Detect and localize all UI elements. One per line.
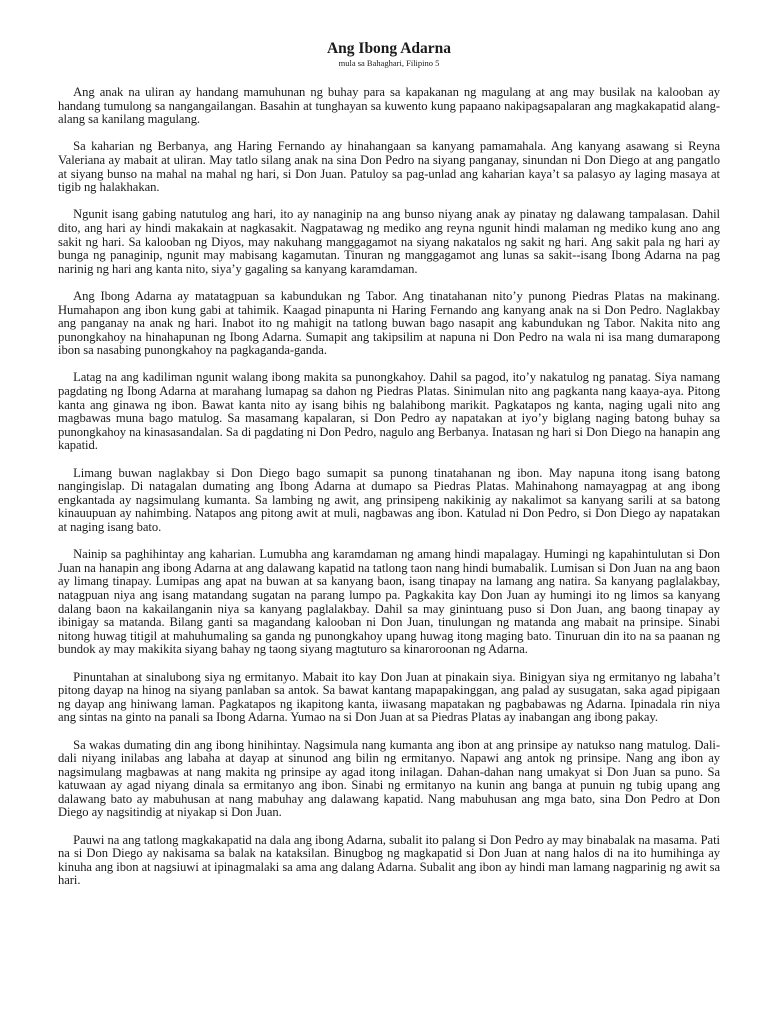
paragraph-7: Nainip sa paghihintay ang kaharian. Lumubha ang karamdaman ng amang hindi mapalagay. Humingi ng kapahintulutan si Don Juan na hanapin ang ibong Adarna at ang dalawang kapatid na tatlong taon nang hindi bumabalik. Lumisan si Don Juan na ang baon ay limang tinapay. Lumipas ang apat na buwan at sa kanyang baon, isang tinapay na lamang ang natira. Sa kanyang paglalakbay, natagpuan niya ang isang matandang sugatan na parang lumpo pa. Pagkakita kay Don Juan ay humingi ito ng limos sa kanyang dalang baon na kakailanganin niya sa kanyang paglalakbay. Dahil sa may ginintuang puso si Don Juan, ang baong tinapay ay ibinigay sa matanda. Bilang ganti sa magandang kalooban ni Don Juan, tinulungan ng matanda ang mabait na prinsipe. Sinabi nitong huwag titigil at mahuhumaling sa ganda ng punongkahoy upang huwag itong maging bato. Tinuruan din ito na sa paanan ng bundok ay may makikita siyang bahay ng taong siyang magtuturo sa kinaroroonan ng Adarna. bbox=[58, 547, 720, 657]
document-title: Ang Ibong Adarna bbox=[326, 40, 452, 57]
paragraph-5: Latag na ang kadiliman ngunit walang ibong makita sa punongkahoy. Dahil sa pagod, ito’y nakatulog ng panatag. Siya namang pagdating ng Ibong Adarna at marahang lumapag sa dahon ng Piedras Platas. Sinimulan nito ang pagkanta nang kaaya-aya. Pitong kanta ang ginawa ng ibon. Bawat kanta nito ay isang bihis ng balahibong marikit. Pagkatapos ng kanta, naging ugali nito ang magbawas muna bago matulog. Sa masamang kapalaran, si Don Pedro ay napatakan at iyo’y biglang naging batong buhay sa punongkahoy na kinasasandalan. Sa di pagdating ni Don Pedro, nagulo ang Berbanya. Inatasan ng hari si Don Diego na hanapin ang kapatid. bbox=[58, 370, 720, 453]
document-subtitle: mula sa Bahaghari, Filipino 5 bbox=[338, 58, 440, 68]
paragraph-1: Ang anak na uliran ay handang mamuhunan ng buhay para sa kapakanan ng magulang at ang may busilak na kalooban ay handang tumulong sa nangangailangan. Basahin at tunghayan sa kuwento kung papaano nakipagsapalaran ang magkakapatid alang-alang sa kanilang magulang. bbox=[58, 85, 720, 127]
paragraph-10: Pauwi na ang tatlong magkakapatid na dala ang ibong Adarna, subalit ito palang si Don Pedro ay may binabalak na masama. Pati na si Don Diego ay nakisama sa balak na kataksilan. Binugbog ng magkapatid si Don Juan at nang halos di na ito humihinga ay kinuha ang ibon at nagsiuwi at ipinagmalaki sa ama ang dalang Adarna. Subalit ang ibon ay hindi man lamang nagparinig ng awit sa hari. bbox=[58, 832, 720, 888]
paragraph-6: Limang buwan naglakbay si Don Diego bago sumapit sa punong tinatahanan ng ibon. May napuna itong isang batong nangingislap. Di natagalan dumating ang Ibong Adarna at dumapo sa Piedras Platas. Mahinahong namayagpag at ang ibong engkantada ay nagsimulang kumanta. Sa lambing ng awit, ang prinsipeng nakikinig ay nakalimot sa kanyang sarili at sa batong kinauupuan ay nahimbing. Natapos ang pitong awit at muli, nagbawas ang ibon. Katulad ni Don Pedro, si Don Diego ay napatakan at naging isang bato. bbox=[58, 465, 720, 534]
paragraph-9: Sa wakas dumating din ang ibong hinihintay. Nagsimula nang kumanta ang ibon at ang prinsipe ay natukso nang matulog. Dali-dali niyang inilabas ang labaha at dayap at sinunod ang bilin ng ermitanyo. Napawi ang antok ng prinsipe. Nang ang ibon ay nagsimulang magbawas at nang makita ng prinsipe ay agad itong inilagan. Dahan-dahan nang umakyat si Don Juan sa puno. Sa katuwaan ay agad niyang dinala sa ermitanyo ang ibon. Sinabi ng ermitanyo na kunin ang banga at punuin ng tubig upang ang dalawang bato ay mabuhusan at nang mabuhay ang dalawang kapatid. Nang mabuhusan ang mga bato, sina Don Pedro at Don Diego ay nagsitindig at niyakap si Don Juan. bbox=[58, 737, 720, 820]
paragraph-2: Sa kaharian ng Berbanya, ang Haring Fernando ay hinahangaan sa kanyang pamamahala. Ang kanyang asawang si Reyna Valeriana ay mabait at uliran. May tatlo silang anak na sina Don Pedro na siyang panganay, sinundan ni Don Diego at ang pangatlo at siyang bunso na mahal na mahal ng hari, si Don Juan. Patuloy sa pag-unlad ang kaharian kaya’t sa palasyo ay laging masaya at tigib ng halakhakan. bbox=[58, 139, 720, 195]
paragraph-4: Ang Ibong Adarna ay matatagpuan sa kabundukan ng Tabor. Ang tinatahanan nito’y punong Piedras Platas na makinang. Humahapon ang ibon kung gabi at tahimik. Kaagad pinapunta ni Haring Fernando ang kanyang anak na si Don Pedro. Naglakbay ang panganay na anak ng hari. Inabot ito ng mahigit na tatlong buwan bago nasapit ang kabundukan ng Tabor. Nakita nito ang punongkahoy na hinahapunan ng Ibong Adarna. Sumapit ang takipsilim at napuna ni Don Pedro na wala ni isa mang dumarapong ibon sa nasabing punongkahoy na pagkaganda-ganda. bbox=[58, 288, 720, 358]
document-page bbox=[58, 40, 720, 902]
paragraph-8: Pinuntahan at sinalubong siya ng ermitanyo. Mabait ito kay Don Juan at pinakain siya. Binigyan siya ng ermitanyo ng labaha’t pitong dayap na hinog na siyang panlaban sa antok. Sa bawat kantang mapapakinggan, ang palad ay susugatan, saka agad pipigaan ng dayap ang hiniwang laman. Pagkatapos ng ikapitong kanta, iiwasang mapatakan ng pagbabawas ng Adarna. Ipinadala rin niya ang sintas na ginto na panali sa Ibong Adarna. Yumao na si Don Juan at sa Piedras Platas ay inabangan ang ibong pakay. bbox=[58, 669, 720, 725]
paragraph-3: Ngunit isang gabing natutulog ang hari, ito ay nanaginip na ang bunso niyang anak ay pinatay ng dalawang tampalasan. Dahil dito, ang hari ay hindi makakain at nagkasakit. Nagpatawag ng mediko ang reyna ngunit hindi malaman ng mediko kung ano ang sakit ng hari. Sa kalooban ng Diyos, may nakuhang manggagamot na siyang nakatalos ng sakit ng hari. Ang sakit pala ng hari ay bunga ng panaginip, ngunit may mabisang kagamutan. Tinuran ng manggagamot ang lunas sa sakit--isang Ibong Adarna na pag narinig ng hari ang kanta nito, siya’y gagaling sa kanyang karamdaman. bbox=[58, 207, 720, 276]
